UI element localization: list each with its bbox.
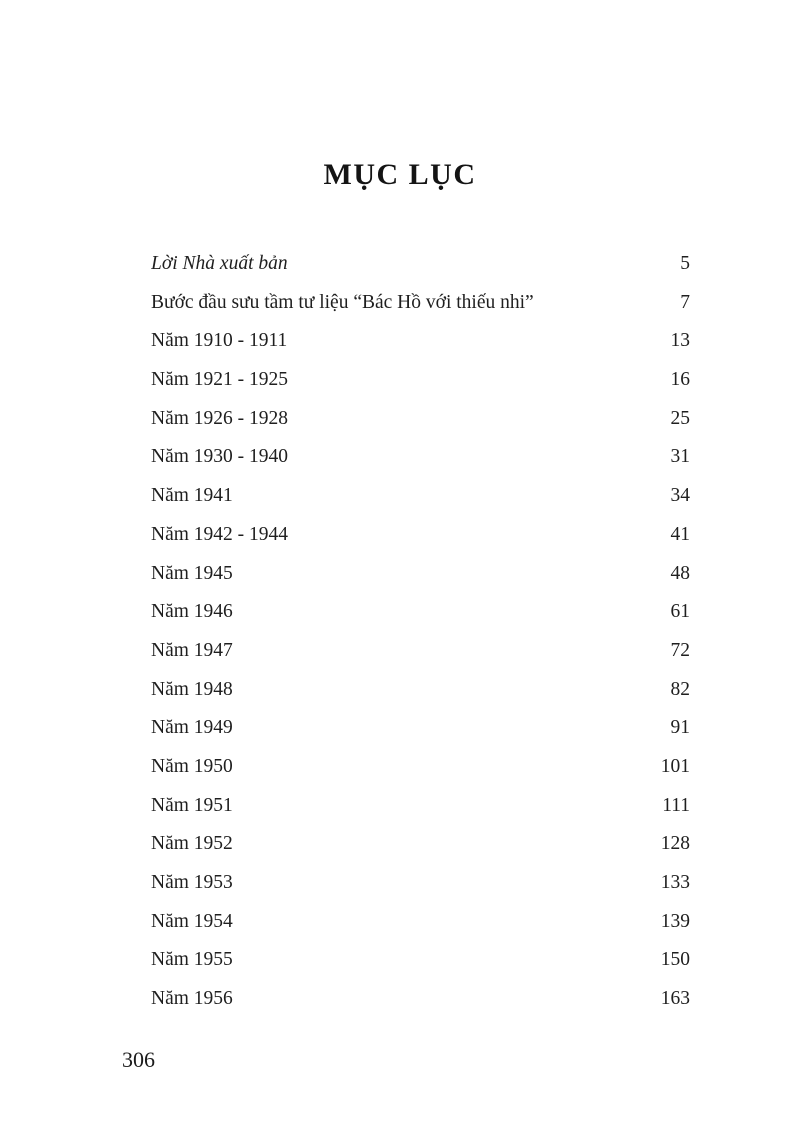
toc-entry-page-number: 16: [670, 369, 690, 391]
toc-entry-page-number: 72: [670, 639, 690, 661]
toc-entry-title: Lời Nhà xuất bản: [151, 253, 288, 274]
toc-entry-title: Năm 1921 - 1925: [151, 369, 289, 391]
toc-entry-page-number: 128: [660, 833, 690, 855]
toc-entry-title: Năm 1926 - 1928: [151, 407, 289, 429]
toc-entry-title: Năm 1941: [151, 485, 233, 507]
toc-entry-title: Năm 1952: [151, 833, 233, 855]
toc-entry-page-number: 31: [670, 446, 690, 468]
toc-entry-page-number: 34: [670, 485, 690, 507]
toc-entry-title: Năm 1945: [151, 562, 233, 584]
toc-entry-page-number: 133: [660, 872, 690, 893]
toc-entry-title: Năm 1955: [151, 949, 233, 971]
toc-entry[interactable]: [151, 284, 690, 323]
toc-entry-title: Năm 1949: [151, 717, 233, 739]
toc-entry[interactable]: [151, 748, 690, 787]
toc-entry[interactable]: [151, 361, 690, 400]
toc-entry-page-number: 111: [662, 794, 690, 816]
toc-entry-title: Năm 1930 - 1940: [151, 446, 289, 468]
toc-entry-page-number: 13: [670, 330, 690, 352]
toc-entry-page-number: 82: [670, 678, 690, 700]
toc-entry[interactable]: [151, 980, 690, 1019]
toc-entry-page-number: 7: [680, 291, 690, 313]
toc-entry[interactable]: [151, 903, 690, 942]
toc-entry-title: Năm 1950: [151, 755, 233, 777]
toc-entry[interactable]: [151, 825, 690, 864]
toc-entry-page-number: 163: [660, 988, 690, 1010]
toc-entry-title: Năm 1953: [151, 872, 233, 893]
toc-entry-page-number: 101: [660, 755, 690, 777]
toc-entry-title: Năm 1946: [151, 601, 233, 623]
toc-entry[interactable]: [151, 671, 690, 710]
toc-entry-page-number: 150: [660, 949, 690, 971]
toc-entry-title: Năm 1942 - 1944: [151, 523, 289, 545]
toc-entry[interactable]: [151, 400, 690, 439]
toc-entry-page-number: 48: [670, 562, 690, 584]
page-title: MỤC LỤC: [323, 158, 477, 191]
toc-entry-title: Năm 1910 - 1911: [151, 330, 288, 352]
toc-entry-page-number: 61: [670, 601, 690, 623]
toc-entry[interactable]: [151, 593, 690, 632]
toc-entry-page-number: 91: [670, 717, 690, 739]
toc-entry[interactable]: [151, 941, 690, 980]
table-of-contents: [151, 245, 690, 1019]
toc-entry[interactable]: [151, 787, 690, 826]
toc-entry-page-number: 5: [680, 253, 690, 274]
toc-entry-page-number: 41: [670, 523, 690, 545]
toc-entry-title: Năm 1948: [151, 678, 233, 700]
toc-entry-page-number: 25: [670, 407, 690, 429]
toc-entry[interactable]: [151, 709, 690, 748]
toc-entry[interactable]: [151, 864, 690, 903]
toc-entry-title: Năm 1956: [151, 988, 233, 1010]
toc-entry-title: Năm 1947: [151, 639, 233, 661]
toc-entry-title: Bước đầu sưu tầm tư liệu “Bác Hồ với thiếu nhi”: [151, 291, 534, 313]
toc-entry[interactable]: [151, 632, 690, 671]
toc-entry-title: Năm 1951: [151, 794, 233, 816]
page-folio-number: 306: [122, 1047, 155, 1072]
toc-entry[interactable]: [151, 477, 690, 516]
toc-entry-page-number: 139: [660, 910, 690, 932]
toc-entry[interactable]: [151, 438, 690, 477]
toc-entry[interactable]: [151, 516, 690, 555]
toc-entry[interactable]: [151, 245, 690, 284]
toc-entry[interactable]: [151, 322, 690, 361]
toc-entry[interactable]: [151, 555, 690, 594]
toc-entry-title: Năm 1954: [151, 910, 233, 932]
